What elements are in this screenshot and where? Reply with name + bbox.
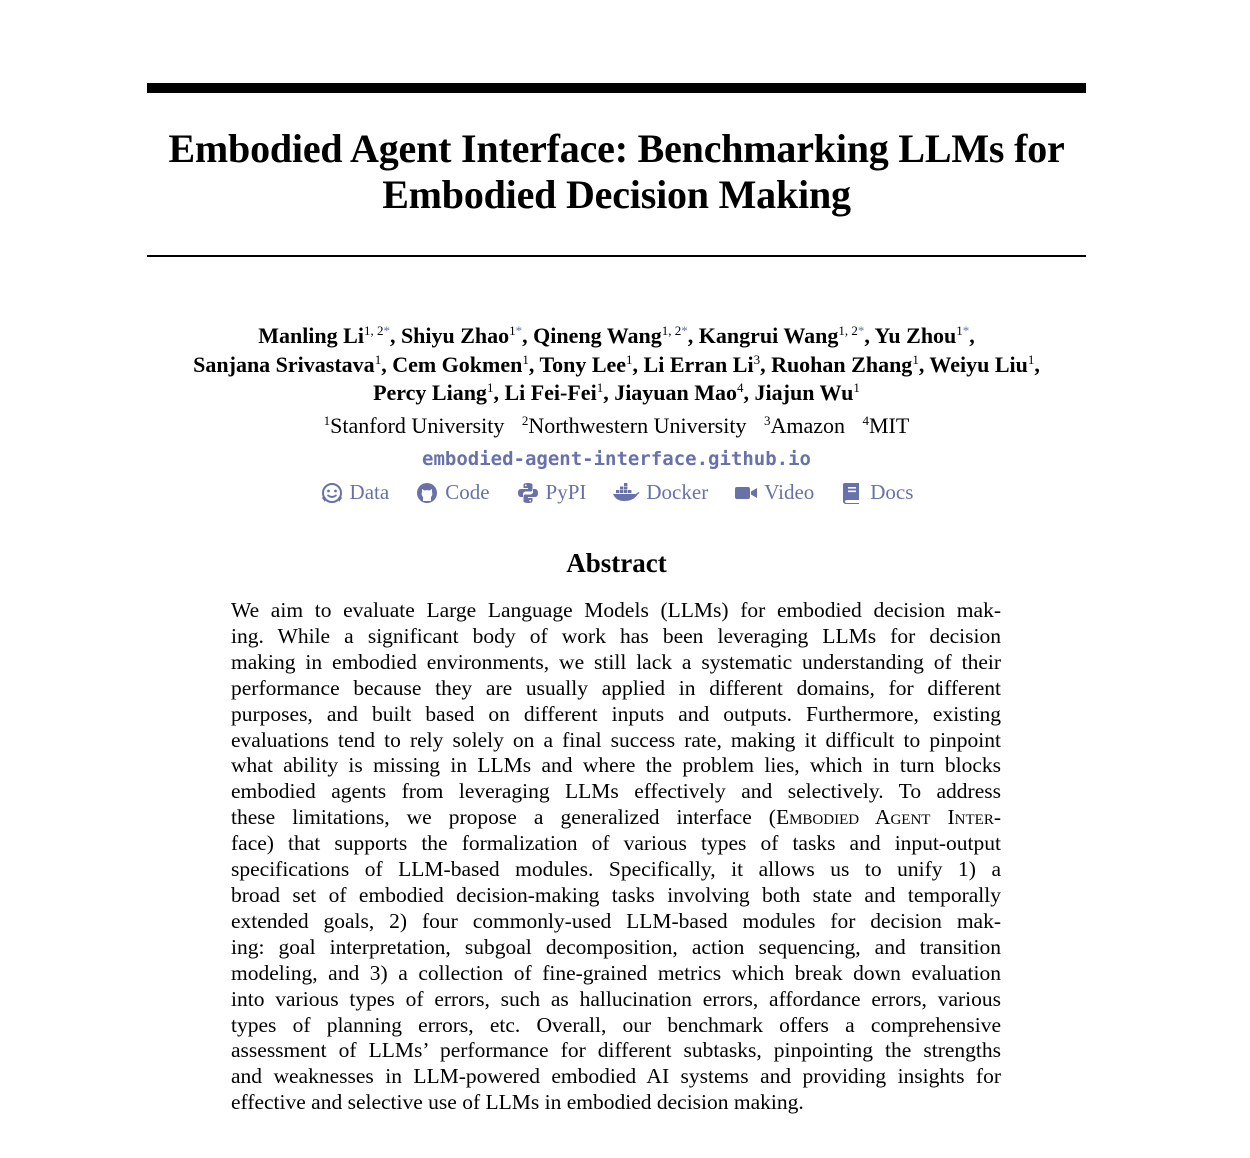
code-link[interactable] <box>415 480 489 505</box>
affiliation-number: 1 <box>912 351 919 367</box>
author-separator: , <box>918 351 930 377</box>
author-name: Jiayuan Mao <box>614 380 738 405</box>
author-name: Tony Lee <box>539 351 627 377</box>
affiliation-number: 1, 2 <box>363 323 384 338</box>
abstract-line: purposes, and built based on different inputs and outputs. Furthermore, existing <box>231 701 1001 726</box>
docker-link[interactable] <box>612 480 708 505</box>
author-name: Weiyu Liu <box>929 351 1028 377</box>
abstract-line: embodied agents from leveraging LLMs effectively and selectively. To address <box>231 779 1001 804</box>
author <box>392 352 539 377</box>
affiliation-number: 1 <box>1027 351 1035 367</box>
video-camera-icon <box>734 482 758 504</box>
abstract-line: We aim to evaluate Large Language Models (LLMs) for embodied decision mak- <box>231 598 1001 622</box>
author-line-1 <box>100 322 1133 351</box>
author <box>539 352 643 377</box>
abstract-line: broad set of embodied decision-making tasks involving both state and temporally <box>231 882 1001 907</box>
abstract-line: effective and selective use of LLMs in embodied decision making. <box>231 1090 804 1115</box>
author <box>644 352 772 377</box>
docs-link-label: Docs <box>870 480 914 504</box>
author-separator: , <box>493 380 505 405</box>
author-affiliation-marker <box>364 323 390 338</box>
author <box>401 323 533 348</box>
author-affiliation-marker <box>853 380 860 395</box>
author <box>373 380 504 405</box>
affiliation-amazon: $^3$Amazon <box>763 413 845 438</box>
affiliation-number: 1 <box>853 380 860 395</box>
author-separator: , <box>743 380 755 405</box>
affiliation-number: 1 <box>374 351 382 367</box>
affiliation-number: 3 <box>753 351 761 367</box>
author-name: Cem Gokmen <box>392 351 523 377</box>
github-icon <box>415 482 439 504</box>
author <box>258 323 401 348</box>
book-icon <box>840 482 864 504</box>
author <box>533 323 699 348</box>
equal-contribution-marker: * <box>962 323 970 338</box>
author-separator: , <box>522 323 534 348</box>
abstract-line: specifications of LLM-based modules. Specifically, it allows us to unify 1) a <box>231 857 1001 882</box>
affiliation-number: 1 <box>956 323 963 338</box>
affiliation-number: 1 <box>486 380 494 395</box>
abstract-line <box>231 831 1001 857</box>
author-separator: , <box>381 351 393 377</box>
affiliation-stanford: $^1$Stanford University <box>323 413 505 438</box>
author-name: Percy Liang <box>373 380 487 405</box>
author-name: Manling Li <box>258 323 364 348</box>
abstract-line-text: face) that supports the formalization of various types of tasks and input-output <box>231 831 1001 856</box>
affiliation-number: 4 <box>737 380 744 395</box>
equal-contribution-marker: * <box>515 323 523 338</box>
affiliation-number: 1 <box>522 351 529 367</box>
abstract-line: into various types of errors, such as hallucination errors, affordance errors, various <box>231 986 1001 1011</box>
abstract-line: performance because they are usually applied in different domains, for different <box>231 675 1001 700</box>
author <box>771 352 929 377</box>
affiliations <box>100 411 1133 441</box>
author <box>755 380 860 405</box>
affiliation-number: 1, 2 <box>661 323 682 338</box>
abstract-line-text: these limitations, we propose a generalized interface ( <box>231 805 776 830</box>
title-line-1: Embodied Agent Interface: Benchmarking LLMs for <box>168 126 1065 171</box>
author-name: Li Erran Li <box>643 351 754 377</box>
docker-icon <box>612 482 640 504</box>
author-line-2 <box>100 351 1133 380</box>
equal-contribution-marker: * <box>681 323 688 338</box>
video-link-label: Video <box>764 480 815 504</box>
author-affiliation-marker <box>956 323 969 338</box>
author-list <box>100 322 1133 408</box>
huggingface-icon <box>320 482 344 504</box>
author <box>504 380 614 405</box>
author-name: Yu Zhou <box>874 323 957 348</box>
abstract-line: ing: goal interpretation, subgoal decomposition, action sequencing, and transition <box>231 934 1001 959</box>
author-separator: , <box>603 380 615 405</box>
author <box>929 352 1039 377</box>
interface-name-small-caps: Embodied Agent Inter- <box>775 805 1001 830</box>
code-link-label: Code <box>445 480 490 504</box>
author-affiliation-marker <box>509 323 522 338</box>
title-bottom-rule <box>147 255 1086 257</box>
abstract-line: making in embodied environments, we still lack a systematic understanding of their <box>231 649 1001 674</box>
data-link[interactable] <box>320 480 390 505</box>
author-name: Shiyu Zhao <box>400 323 510 348</box>
author-separator: , <box>687 323 699 348</box>
author <box>614 380 754 405</box>
author <box>193 352 392 377</box>
author <box>875 323 975 348</box>
author-name: Jiajun Wu <box>754 380 854 405</box>
abstract-body <box>231 598 1001 1116</box>
abstract-line: modeling, and 3) a collection of fine-grained metrics which break down evaluation <box>231 960 1001 985</box>
pypi-link[interactable] <box>516 480 587 505</box>
pypi-link-label: PyPI <box>545 480 587 504</box>
affiliation-northwestern: $^2$Northwestern University <box>521 413 747 438</box>
author-affiliation-marker <box>662 323 688 338</box>
affiliation-number: 1 <box>596 380 604 395</box>
abstract-line: what ability is missing in LLMs and where the problem lies, which in turn blocks <box>231 753 1001 778</box>
data-link-label: Data <box>349 480 390 504</box>
author-separator: , <box>528 351 540 377</box>
author-separator: , <box>1034 351 1040 377</box>
abstract-line: ing. While a significant body of work has been leveraging LLMs for decision <box>231 623 1001 648</box>
python-icon <box>516 482 540 504</box>
author-affiliation-marker <box>838 323 864 338</box>
author <box>699 323 875 348</box>
author-separator: , <box>969 323 975 348</box>
author-name: Li Fei-Fei <box>504 380 597 405</box>
abstract-line: evaluations tend to rely solely on a final success rate, making it difficult to pinpoint <box>231 727 1001 752</box>
author-line-3 <box>100 379 1133 408</box>
author-name: Ruohan Zhang <box>771 351 913 377</box>
author-separator: , <box>864 323 875 348</box>
abstract-line: types of planning errors, etc. Overall, our benchmark offers a comprehensive <box>231 1012 1001 1037</box>
author-name: Sanjana Srivastava <box>193 351 375 377</box>
title-line-2: Embodied Decision Making <box>382 172 851 217</box>
affiliation-mit: $^4$MIT <box>862 413 910 438</box>
top-rule <box>147 83 1086 93</box>
abstract-line: and weaknesses in LLM-powered embodied AI systems and providing insights for <box>231 1064 1001 1089</box>
equal-contribution-marker: * <box>383 323 390 338</box>
affiliation-number: 1, 2 <box>838 323 858 338</box>
abstract-heading: Abstract <box>566 548 667 578</box>
author-name: Qineng Wang <box>533 323 662 348</box>
resource-links <box>100 480 1133 505</box>
affiliation-number: 1 <box>509 323 516 338</box>
abstract-line <box>231 805 1001 831</box>
abstract-line: extended goals, 2) four commonly-used LLM-based modules for decision mak- <box>231 908 1001 933</box>
abstract-line: assessment of LLMs’ performance for different subtasks, pinpointing the strengths <box>231 1038 1001 1063</box>
equal-contribution-marker: * <box>857 323 865 338</box>
author-separator: , <box>632 351 644 377</box>
video-link[interactable] <box>734 480 814 505</box>
author-name: Kangrui Wang <box>698 323 839 348</box>
paper-title <box>100 126 1133 218</box>
affiliation-number: 1 <box>626 351 633 367</box>
docker-link-label: Docker <box>646 480 709 504</box>
author-separator: , <box>389 323 401 348</box>
author-separator: , <box>760 351 772 377</box>
docs-link[interactable] <box>840 480 913 505</box>
project-website-link[interactable]: embodied-agent-interface.github.io <box>422 448 811 470</box>
